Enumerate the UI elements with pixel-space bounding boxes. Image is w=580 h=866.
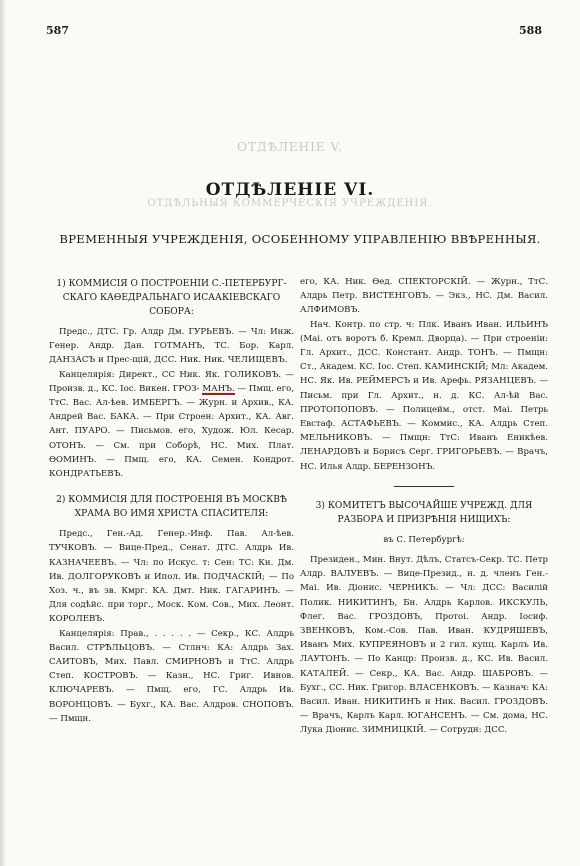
underlined-name: МАНЪ. [202,383,235,394]
bleed-through-subheading: ОТДѢЛЬНЫЯ КОММЕРЧЕСКІЯ УЧРЕЖДЕНІЯ. [147,198,433,209]
chancery-text-start: Канцелярія: Директ., СС Ник. Як. ГОЛИКОВЪ. — Произв. д., КС. Іос. Викен. ГРОЗ- [49,369,294,394]
chancery-text-rest: — Пмщ. его, ТтС. Вас. Ал-ѣев. ИМБЕРГЪ. — Журн. и Архив., КА. Андрей Вас. БАКА. — При Строен: Архит., КА. Авг. Ант. ПУАРО. — Письмов. его, Худож. Юл. Кесар. ОТОНЪ. — См. при Соборѣ, НС. Мих. Плат. ѲОМИНЪ. — Пмщ. его, КА. Семен. Кондрот. КОНДРАТЬЕВЪ. [49,383,295,480]
scan-edge-shadow [0,0,6,866]
city-subheading: въ С. Петербургѣ: [383,534,465,545]
section-subtitle: ВРЕМЕННЫЯ УЧРЕЖДЕНІЯ, ОСОБЕННОМУ УПРАВЛЕНІЮ ВВѢРЕННЫЯ. [59,232,541,246]
red-underline [202,393,234,395]
left-column [49,275,294,726]
paragraph-commission-members: Предс., ДТС. Гр. Алдр Дм. ГУРЬЕВЪ. — Чл: Инж. Генер. Андр. Дан. ГОТМАНЪ, ТС. Бор. Карл. ДАНЗАСЪ и Прес-щій, ДСС. Ник. Ник. ЧЕЛИЩЕВЪ. [49,327,294,366]
right-column [300,275,548,738]
paragraph-construction-control: Нач. Контр. по стр. ч: Плк. Иванъ Иван. ИЛЬИНЪ (Маі. отъ воротъ б. Кремл. Дворца). — При строеніи: Гл. Архит., ДСС. Констант. Андр. ТОНЪ. — Пмщн: Ст., Академ. КС. Іос. Степ. КАМИНСКІЙ; Мл: Академ. НС. Як. Ив. РЕЙМЕРСЪ и Ив. Арефь. РЯЗАНЦЕВЪ. — Письм. при Гл. Архит., н. д. КС. Ал-ѣй Вас. ПРОТОПОПОВЪ. — Полицейм., отст. Маі. Петрь Евстаф. АСТАФЬЕВЪ. — Коммис., КА. Алдрь Степ. МЕЛЬНИКОВЪ. — Пмщн: ТтС: Иванъ Еникѣев. ЛЕНАРДОВЪ и Борисъ Серг. ГРИГОРЬЕВЪ. — Врачъ, НС. Илья Алдр. БЕРЕНЗОНЪ. [300,319,548,472]
paragraph-moscow-members: Предс., Ген.-Ад. Генер.-Инф. Пав. Ал-ѣев. ТУЧКОВЪ. — Вице-Пред., Сенат. ДТС. Алдрь Ив. КАЗНАЧЕЕВЪ. — Чл: по Искус. т: Сен: ТС: Кн. Дм. Ив. ДОЛГОРУКОВЪ и Ипол. Ив. ПОДЧАСКІЙ; — По Хоз. ч., въ зв. Кмрг. КА. Дмт. Ник. ГАГАРИНЪ. — Для содѣйс. при торг., Моск. Ком. Сов., Мих. Леонт. КОРОЛЕВЪ. [49,529,294,625]
page-number-right: 588 [519,24,542,37]
heading-christ-saviour-commission: 2) КОММИСІЯ ДЛЯ ПОСТРОЕНІЯ ВЪ МОСКВѢ ХРАМА ВО ИМЯ ХРИСТА СПАСИТЕЛЯ: [56,495,287,520]
paragraph-moscow-chancery: Канцелярія: Прав., . . . . . — Секр., КС. Алдрь Васил. СТРѢЛЬЦОВЪ. — Стлнч: КА: Алдрь Зах. САИТОВЪ, Мих. Павл. СМИРНОВЪ и ТтС. Алдрь Степ. КОСТРОВЪ. — Казн., НС. Григ. Ивнов. КЛЮЧАРЕВЪ. — Пмщ. его, ГС. Алдрь Ив. ВОРОНЦОВЪ. — Бухг., КА. Вас. Алдров. СНОПОВЪ. — Пмщн. [49,628,294,724]
paragraph-continued: его, КА. Ник. Ѳед. СПЕКТОРСКІЙ. — Журн., ТтС. Алдрь Петр. ВИСТЕНГОВЪ. — Экз., НС. Дм. Васил. АЛФИМОВЪ. [300,277,548,316]
paragraph-chancery [49,368,294,482]
page-number-left: 587 [46,24,69,37]
heading-isaac-cathedral-commission: 1) КОММИСІЯ О ПОСТРОЕНІИ С.-ПЕТЕРБУРГСКАГО КАѲЕДРАЛЬНАГО ИСААКІЕВСКАГО СОБОРА: [56,279,287,317]
heading-beggars-committee: 3) КОМИТЕТЪ ВЫСОЧАЙШЕ УЧРЕЖД. ДЛЯ РАЗБОРА И ПРИЗРѢНІЯ НИЩИХЪ: [315,500,533,525]
paragraph-committee-members: Президен., Мин. Внут. Дѣлъ, Статсъ-Секр. ТС. Петр Алдр. ВАЛУЕВЪ. — Вице-Презид., н. д. членъ Ген.-Маі. Ив. Діонис. ЧЕРНИКЪ. — Чл: ДСС: Василій Полик. НИКИТИНЪ, Бн. Алдрь Карлов. ИКСКУЛЬ, Флег. Вас. ГРОЗДОВЪ, Протоі. Андр. Іосиф. ЗВЕНКОВЪ, Ком.-Сов. Пав. Иван. КУДРЯШЕВЪ, Иванъ Мих. КУПРЕЯНОВЪ и 2 гил. купц. Карлъ Ив. ЛАУТОНЪ. — По Канцр: Произв. д., КС. Ив. Васил. КАТАЛЕЙ. — Секр., КА. Вас. Андр. ШАБРОВЪ. — Бухг., СС. Ник. Григор. ВЛАСЕНКОВЪ. — Казнач: КА: Васил. Иван. НИКИТИНЪ и Ник. Васил. ГРОЗДОВЪ. — Врачъ, Карлъ Карл. ЮГАНСЕНЪ. — См. дома, НС. Лука Діонис. ЗИМНИЦКІЙ. — Сотрудн: ДСС. [300,555,548,736]
section-title: ОТДѢЛЕНІЕ VI. [205,180,375,200]
bleed-through-heading: ОТДѢЛЕНІЕ V. [237,140,343,154]
section-divider [394,486,454,487]
